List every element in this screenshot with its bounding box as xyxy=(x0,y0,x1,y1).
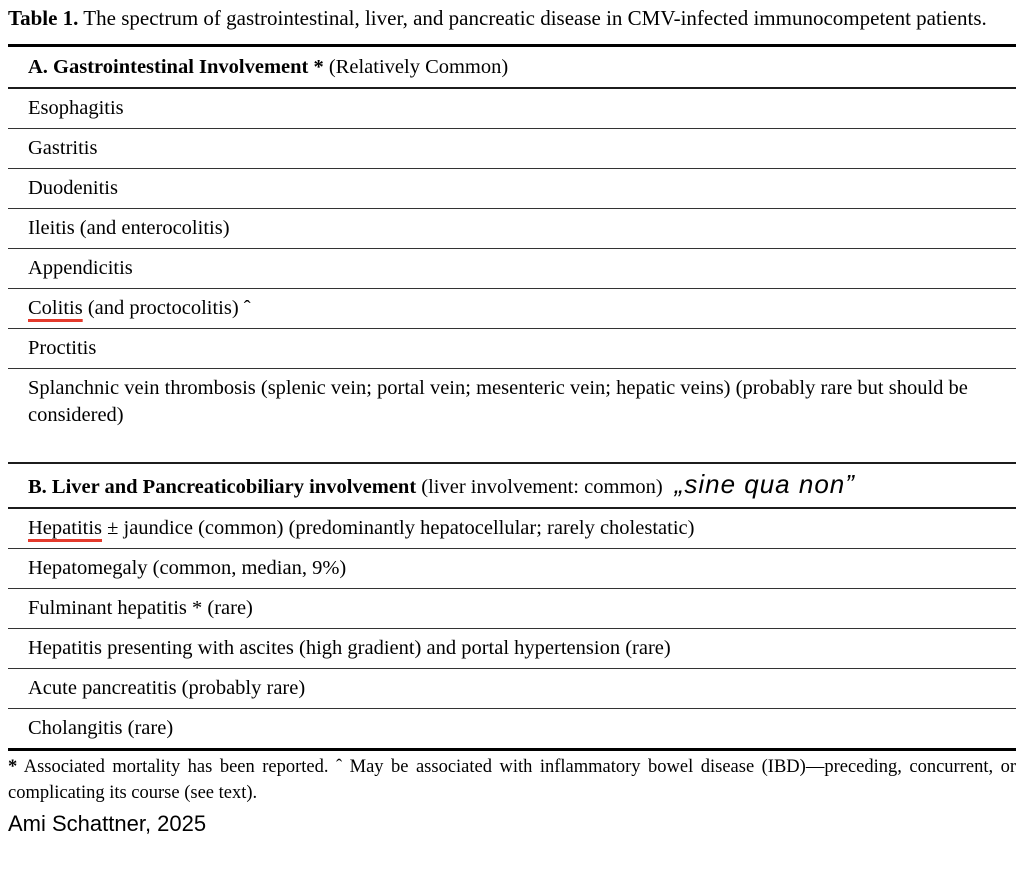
row-text: Duodenitis xyxy=(28,177,118,199)
table-row-splanchnic-vein-thrombosis xyxy=(8,369,1016,462)
red-underlined-term: Colitis xyxy=(28,297,83,319)
table-row-esophagitis xyxy=(8,89,1016,129)
table-caption-text: The spectrum of gastrointestinal, liver, and pancreatic disease in CMV-infected immunocompetent patients. xyxy=(83,6,987,30)
section-a-subtitle: (Relatively Common) xyxy=(328,56,509,78)
table-caption-label: Table 1. xyxy=(8,6,79,30)
row-text: Esophagitis xyxy=(28,97,124,119)
table-row-appendicitis xyxy=(8,249,1016,289)
table-row-hepatitis-jaundice xyxy=(8,509,1016,549)
row-text: Ileitis (and enterocolitis) xyxy=(28,217,230,239)
row-text: Fulminant hepatitis * (rare) xyxy=(28,597,253,619)
section-gastrointestinal xyxy=(8,47,1016,462)
row-text: Appendicitis xyxy=(28,257,133,279)
row-text: Acute pancreatitis (probably rare) xyxy=(28,677,306,699)
section-liver-pancreaticobiliary xyxy=(8,462,1016,751)
table-row-cholangitis xyxy=(8,709,1016,751)
red-underlined-term: Hepatitis xyxy=(28,517,103,539)
sine-qua-non-annotation: „sine qua non” xyxy=(674,469,855,499)
table-row-ileitis xyxy=(8,209,1016,249)
row-text: Hepatitis presenting with ascites (high gradient) and portal hypertension (rare) xyxy=(28,637,671,659)
row-text: Splanchnic vein thrombosis (splenic vein; portal vein; mesenteric vein; hepatic veins) (probably rare but should be considered) xyxy=(28,377,968,426)
row-text: Cholangitis (rare) xyxy=(28,717,174,739)
table-caption xyxy=(8,2,1016,35)
table-row-colitis xyxy=(8,289,1016,329)
section-a-title: A. Gastrointestinal Involvement * xyxy=(28,56,324,78)
table-row-hepatitis-ascites xyxy=(8,629,1016,669)
row-text: Hepatomegaly (common, median, 9%) xyxy=(28,557,347,579)
author-signature: Ami Schattner, 2025 xyxy=(8,811,207,836)
footnote-asterisk: * xyxy=(8,757,18,777)
table-row-hepatomegaly xyxy=(8,549,1016,589)
row-text: ± jaundice (common) (predominantly hepatocellular; rarely cholestatic) xyxy=(102,517,695,539)
section-b-header xyxy=(8,464,1016,509)
table-row-fulminant-hepatitis xyxy=(8,589,1016,629)
section-b-title: B. Liver and Pancreaticobiliary involvement xyxy=(28,476,417,498)
row-text: Gastritis xyxy=(28,137,98,159)
table-row-proctitis xyxy=(8,329,1016,369)
table-row-acute-pancreatitis xyxy=(8,669,1016,709)
table-footnote xyxy=(8,754,1016,806)
section-b-subtitle: (liver involvement: common) xyxy=(421,476,663,498)
row-text: Proctitis xyxy=(28,337,97,359)
table-row-duodenitis xyxy=(8,169,1016,209)
disease-spectrum-table xyxy=(8,44,1016,751)
section-a-header xyxy=(8,47,1016,89)
row-text: (and proctocolitis) ˆ xyxy=(82,297,251,319)
table-row-gastritis xyxy=(8,129,1016,169)
footnote-text: Associated mortality has been reported. ˆ May be associated with inflammatory bowel disease (IBD)—preceding, concurrent, or complicating its course (see text). xyxy=(8,757,1016,803)
